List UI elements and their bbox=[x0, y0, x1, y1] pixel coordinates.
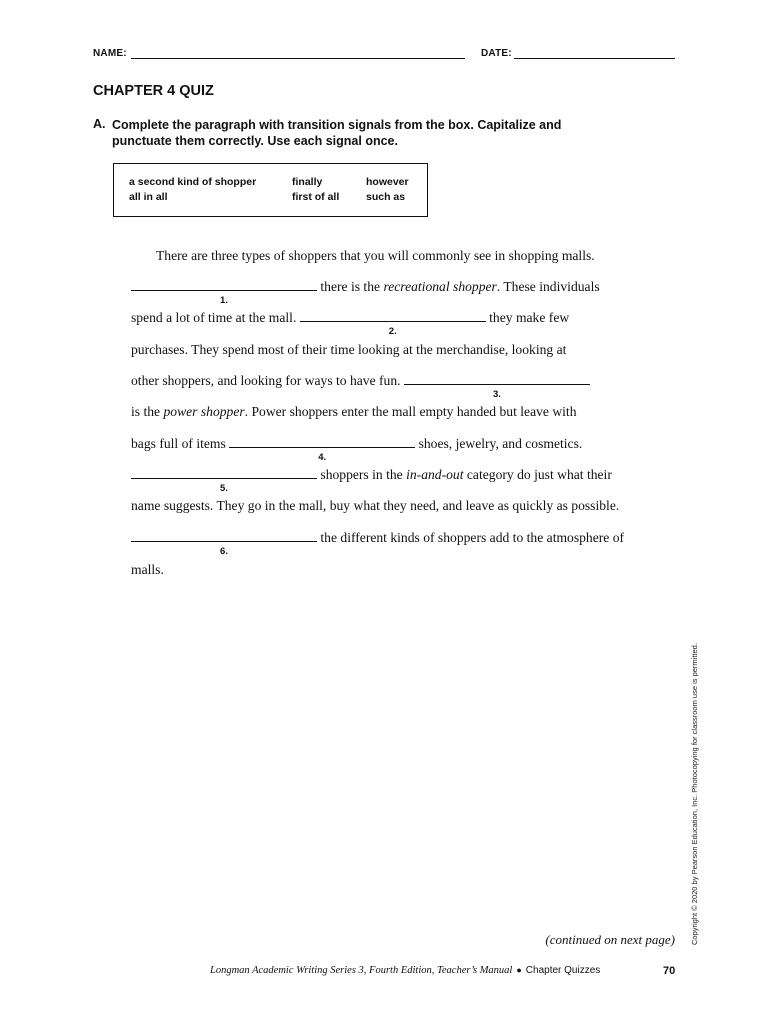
paragraph-line: 5. shoppers in the in-and-out category do just what their bbox=[131, 467, 676, 483]
paragraph-line: bags full of items 4. shoes, jewelry, and cosmetics. bbox=[131, 436, 676, 452]
answer-blank-4[interactable] bbox=[229, 436, 415, 463]
word-option: finally bbox=[292, 176, 323, 188]
paragraph-line: 6. the different kinds of shoppers add to the atmosphere of bbox=[131, 530, 676, 546]
blank-number: 2. bbox=[388, 326, 397, 337]
blank-number: 5. bbox=[220, 483, 228, 494]
paragraph-line: is the power shopper. Power shoppers enter the mall empty handed but leave with bbox=[131, 404, 577, 419]
answer-blank-1[interactable] bbox=[131, 279, 317, 306]
answer-blank-3[interactable] bbox=[404, 373, 590, 400]
word-option: however bbox=[366, 176, 409, 188]
answer-blank-5[interactable] bbox=[131, 467, 317, 494]
word-option: such as bbox=[366, 191, 406, 203]
name-field-line[interactable] bbox=[131, 58, 465, 59]
paragraph-line: spend a lot of time at the mall. 2. they make few bbox=[131, 310, 676, 326]
word-option: a second kind of shopper bbox=[129, 176, 257, 188]
paragraph-line: There are three types of shoppers that you will commonly see in shopping malls. bbox=[156, 248, 595, 263]
answer-blank-2[interactable] bbox=[300, 310, 486, 337]
paragraph-line: purchases. They spend most of their time looking at the merchandise, looking at bbox=[131, 342, 567, 357]
name-label: NAME: bbox=[93, 48, 127, 59]
page-number: 70 bbox=[663, 965, 676, 977]
paragraph-line: name suggests. They go in the mall, buy what they need, and leave as quickly as possible. bbox=[131, 498, 620, 513]
footer-book-title: Longman Academic Writing Series 3, Fourth Edition, Teacher’s Manual bbox=[210, 965, 513, 976]
paragraph-line: 1. there is the recreational shopper. These individuals bbox=[131, 279, 676, 295]
page-title: CHAPTER 4 QUIZ bbox=[93, 83, 214, 99]
date-label: DATE: bbox=[481, 48, 512, 59]
copyright-notice: Copyright © 2020 by Pearson Education, Inc. Photocopying for classroom use is permitted. bbox=[690, 643, 699, 945]
footer-section: Chapter Quizzes bbox=[525, 965, 601, 976]
date-field-line[interactable] bbox=[514, 58, 675, 59]
paragraph-line: malls. bbox=[131, 562, 164, 577]
paragraph-line: other shoppers, and looking for ways to have fun. 3. bbox=[131, 373, 676, 389]
answer-blank-6[interactable] bbox=[131, 530, 317, 557]
continued-note: (continued on next page) bbox=[545, 932, 675, 947]
blank-number: 4. bbox=[318, 452, 327, 463]
word-option: all in all bbox=[129, 191, 168, 203]
section-instructions: Complete the paragraph with transition signals from the box. Capitalize and punctuate them correctly. Use each signal once. bbox=[112, 118, 562, 148]
bullet-icon: ● bbox=[516, 965, 522, 975]
word-option: first of all bbox=[292, 191, 340, 203]
blank-number: 1. bbox=[220, 295, 228, 306]
blank-number: 3. bbox=[492, 389, 501, 400]
footer bbox=[210, 965, 600, 976]
blank-number: 6. bbox=[220, 546, 228, 557]
section-letter: A. bbox=[93, 117, 106, 131]
word-box bbox=[113, 163, 428, 217]
